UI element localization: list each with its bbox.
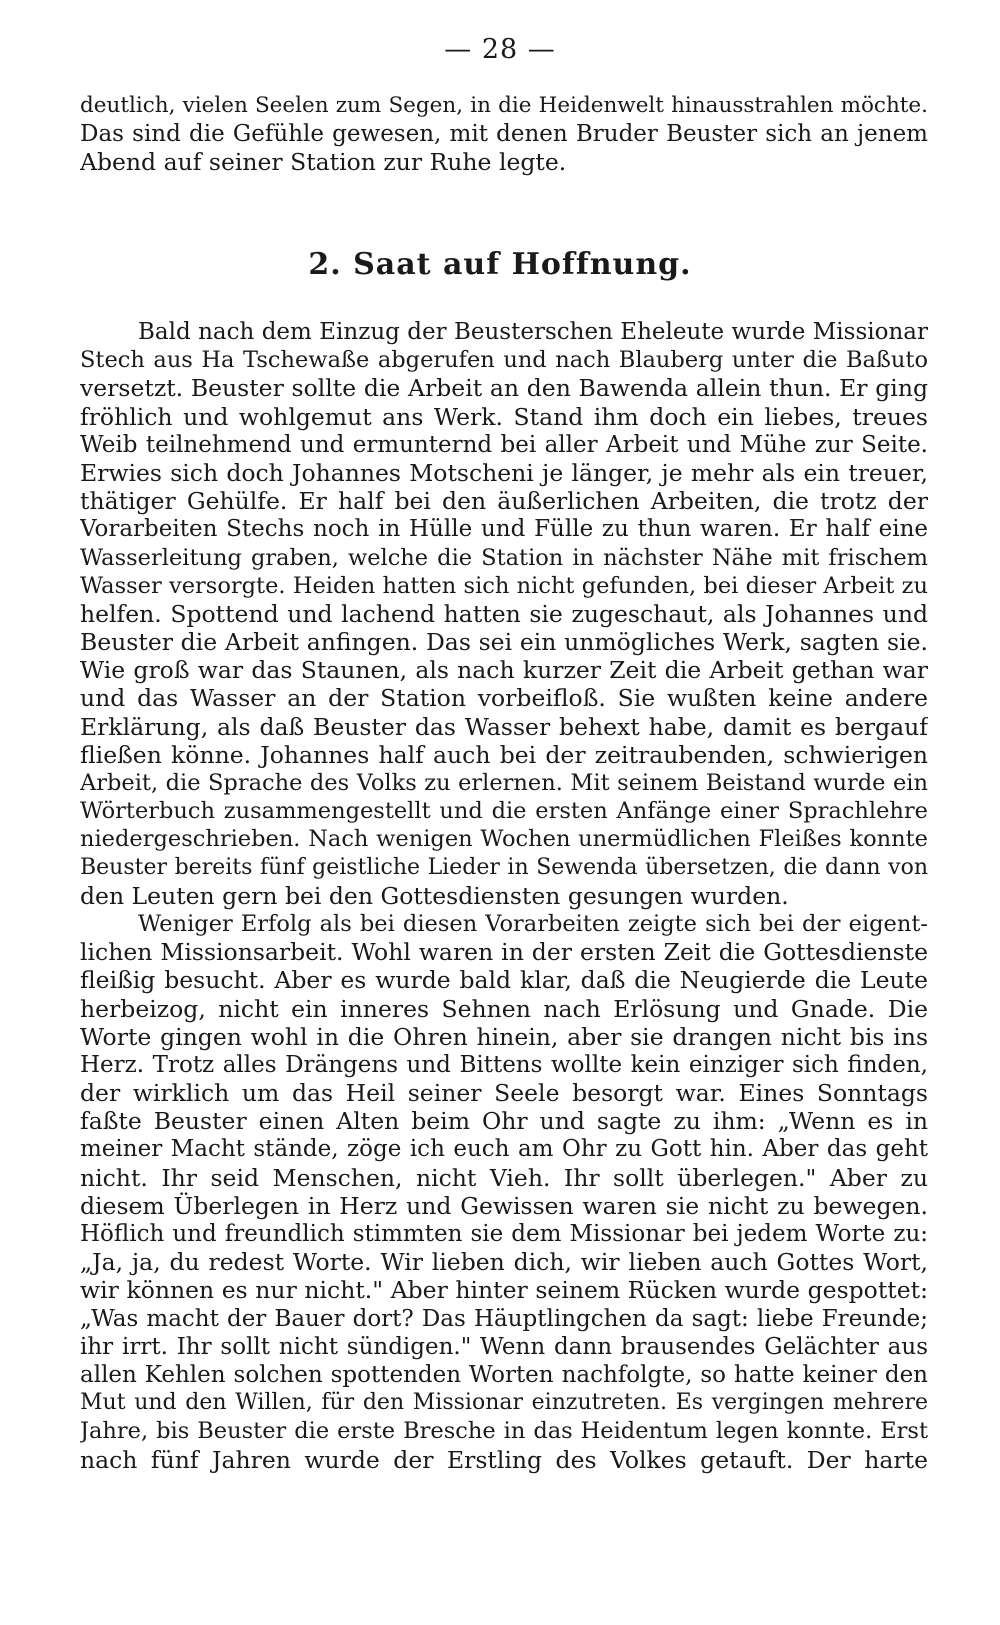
text-line: Vorarbeiten Stechs noch in Hülle und Fülle zu thun waren. Er half eine	[80, 516, 928, 543]
text-line: Erklärung, als daß Beuster das Wasser behext habe, damit es bergauf	[80, 712, 928, 741]
text-line: herbeizog, nicht ein inneres Sehnen nach Erlösung und Gnade. Die	[80, 994, 928, 1023]
text-line: fröhlich und wohlgemut ans Werk. Stand ihm doch ein liebes, treues	[80, 402, 928, 431]
text-line: und das Wasser an der Station vorbeifloß. Sie wußten keine andere	[80, 684, 928, 713]
text-line: Bald nach dem Einzug der Beusterschen Eheleute wurde Missionar	[138, 319, 928, 345]
page-number: — 28 —	[444, 34, 556, 65]
text-line: nicht. Ihr seid Menschen, nicht Vieh. Ihr sollt überlegen." Aber zu	[80, 1163, 928, 1192]
text-line: Stech aus Ha Tschewaße abgerufen und nach Blauberg unter die Baßuto	[80, 347, 928, 374]
text-line: nach fünf Jahren wurde der Erstling des Volkes getauft. Der harte	[80, 1445, 928, 1474]
text-line: den Leuten gern bei den Gottesdiensten gesungen wurden.	[80, 881, 789, 910]
text-line: faßte Beuster einen Alten beim Ohr und sagte zu ihm: „Wenn es in	[80, 1107, 928, 1136]
text-line: Höflich und freundlich stimmten sie dem Missionar bei jedem Worte zu:	[80, 1221, 928, 1247]
text-line: Arbeit, die Sprache des Volks zu erlernen. Mit seinem Beistand wurde ein	[80, 770, 928, 796]
text-line: ihr irrt. Ihr sollt nicht sündigen." Wenn dann brausendes Gelächter aus	[80, 1333, 928, 1360]
top-paragraph	[80, 92, 928, 177]
paragraph-2	[80, 910, 928, 1474]
paragraph-1	[80, 318, 928, 910]
text-line: allen Kehlen solchen spottenden Worten nachfolgte, so hatte keiner den	[80, 1361, 928, 1388]
text-line: versetzt. Beuster sollte die Arbeit an den Bawenda allein thun. Er ging	[80, 374, 928, 403]
text-line: Herz. Trotz alles Drängens und Bittens wollte kein einziger sich finden,	[80, 1051, 928, 1078]
text-line: fleißig besucht. Aber es wurde bald klar, daß die Neugierde die Leute	[80, 966, 928, 995]
text-line: Das sind die Gefühle gewesen, mit denen Bruder Beuster sich an jenem	[80, 121, 928, 148]
text-line: Weib teilnehmend und ermunternd bei aller Arbeit und Mühe zur Seite.	[80, 431, 928, 458]
body-text	[80, 318, 928, 1474]
text-line: Beuster die Arbeit anfingen. Das sei ein unmögliches Werk, sagten sie.	[80, 628, 928, 657]
text-line: Mut und den Willen, für den Missionar einzutreten. Es vergingen mehrere	[80, 1390, 928, 1416]
text-line: fließen könne. Johannes half auch bei der zeitraubenden, schwierigen	[80, 740, 928, 769]
text-line: Jahre, bis Beuster die erste Bresche in das Heidentum legen konnte. Erst	[80, 1418, 928, 1445]
text-line: diesem Überlegen in Herz und Gewissen waren sie nicht zu bewegen.	[80, 1191, 928, 1220]
text-line: deutlich, vielen Seelen zum Segen, in die Heidenwelt hinausstrahlen möchte.	[80, 93, 928, 118]
text-line: Abend auf seiner Station zur Ruhe legte.	[80, 148, 567, 177]
text-line: Wie groß war das Staunen, als nach kurzer Zeit die Arbeit gethan war	[80, 656, 928, 685]
section-heading: 2. Saat auf Hoffnung.	[308, 247, 692, 282]
text-line: meiner Macht stände, zöge ich euch am Ohr zu Gott hin. Aber das geht	[80, 1136, 928, 1163]
text-line: Worte gingen wohl in die Ohren hinein, aber sie drangen nicht bis ins	[80, 1022, 928, 1051]
text-line: Wörterbuch zusammengestellt und die ersten Anfänge einer Sprachlehre	[80, 798, 928, 825]
text-line: der wirklich um das Heil seiner Seele besorgt war. Eines Sonntags	[80, 1079, 928, 1108]
text-line: thätiger Gehülfe. Er half bei den äußerlichen Arbeiten, die trotz der	[80, 487, 928, 516]
text-line: lichen Missionsarbeit. Wohl waren in der ersten Zeit die Gottesdienste	[80, 938, 928, 967]
text-line: „Was macht der Bauer dort? Das Häuptlingchen da sagt: liebe Freunde;	[80, 1305, 928, 1332]
text-line: „Ja, ja, du redest Worte. Wir lieben dich, wir lieben auch Gottes Wort,	[80, 1248, 928, 1277]
text-line: helfen. Spottend und lachend hatten sie zugeschaut, als Johannes und	[80, 599, 928, 628]
text-line: Wasserleitung graben, welche die Station in nächster Nähe mit frischem	[80, 544, 928, 571]
text-line: Erwies sich doch Johannes Motscheni je länger, je mehr als ein treuer,	[80, 458, 928, 487]
text-line: niedergeschrieben. Nach wenigen Wochen unermüdlichen Fleißes konnte	[80, 826, 928, 853]
text-line: Weniger Erfolg als bei diesen Vorarbeiten zeigte sich bei der eigent-	[138, 910, 928, 937]
text-line: wir können es nur nicht." Aber hinter seinem Rücken wurde gespottet:	[80, 1276, 928, 1305]
text-line: Beuster bereits fünf geistliche Lieder in Sewenda übersetzen, die dann von	[80, 854, 928, 880]
text-line: Wasser versorgte. Heiden hatten sich nicht gefunden, bei dieser Arbeit zu	[80, 572, 928, 599]
